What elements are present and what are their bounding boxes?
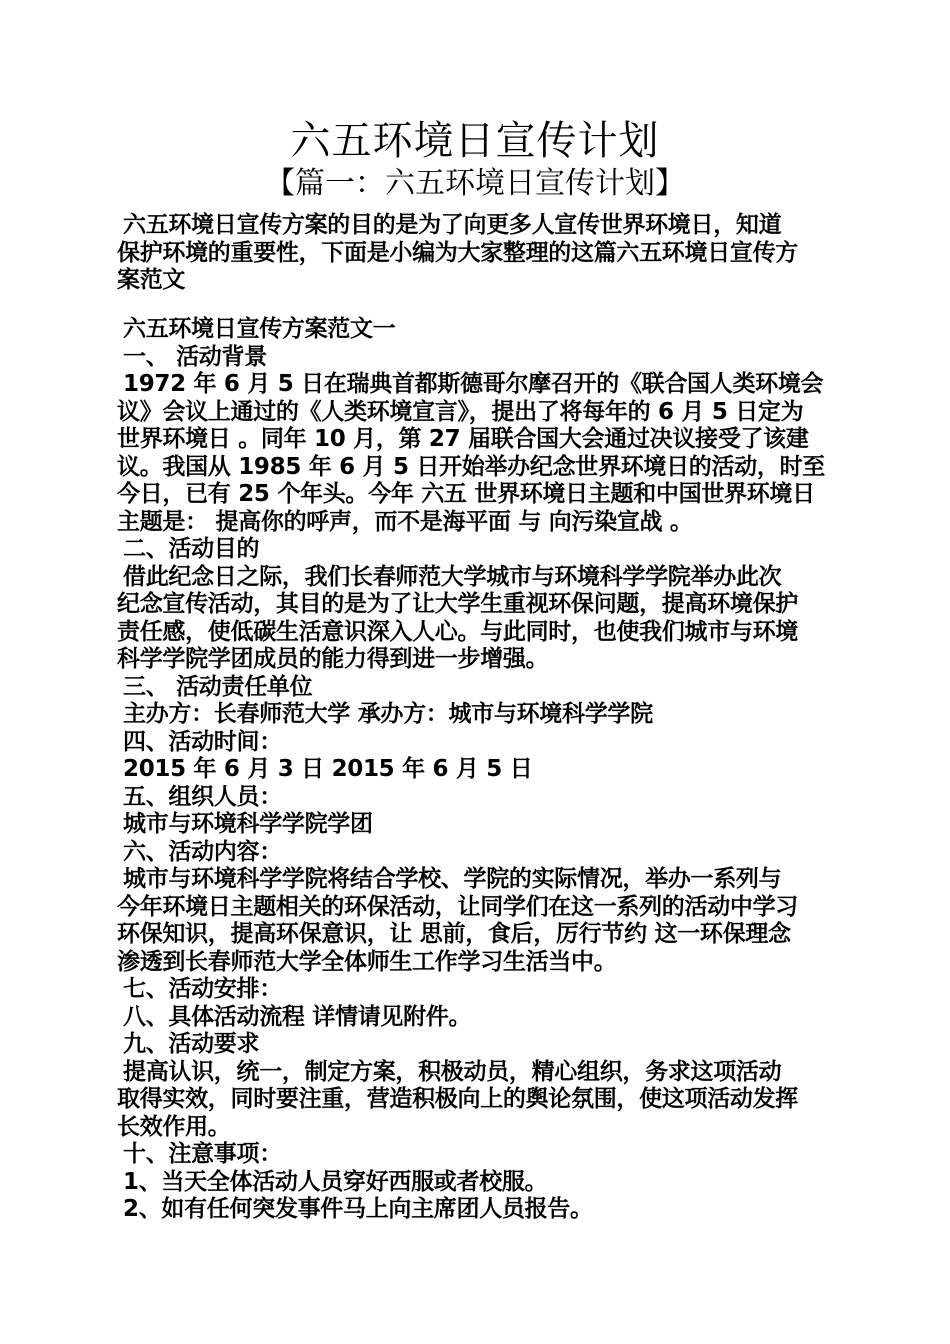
body-line: 提高认识，统一，制定方案，积极动员，精心组织，务求这项活动 xyxy=(123,1058,782,1085)
section-heading: 二、活动目的 xyxy=(123,536,260,562)
intro-line: 保护环境的重要性，下面是小编为大家整理的这篇六五环境日宣传方 xyxy=(117,239,799,266)
intro-line: 六五环境日宣传方案的目的是为了向更多人宣传世界环境日，知道 xyxy=(123,212,782,238)
body-line: 环保知识，提高环保意识，让 思前，食后，厉行节约 这一环保理念 xyxy=(117,921,791,947)
body-line: 城市与环境科学学院将结合学校、学院的实际情况，举办一系列与 xyxy=(123,866,782,892)
body-line: 今日，已有 25 个年头。今年 六五 世界环境日主题和中国世界环境日 xyxy=(117,481,815,507)
body-line: 渗透到长春师范大学全体师生工作学习生活当中。 xyxy=(117,948,617,975)
body-line: 1、当天全体活动人员穿好西服或者校服。 xyxy=(123,1168,548,1195)
document-subtitle: 【篇一：六五环境日宣传计划】 xyxy=(265,166,685,201)
body-line: 2、如有任何突发事件马上向主席团人员报告。 xyxy=(123,1196,593,1222)
section-heading: 九、活动要求 xyxy=(123,1031,260,1057)
body-line: 2015 年 6 月 3 日 2015 年 6 月 5 日 xyxy=(123,756,533,782)
body-line: 世界环境日 。同年 10 月，第 27 届联合国大会通过决议接受了该建 xyxy=(117,426,809,452)
body-line: 纪念宣传活动，其目的是为了让大学生重视环保问题，提高环境保护 xyxy=(117,591,799,617)
body-line: 责任感，使低碳生活意识深入人心。与此同时，也使我们城市与环境 xyxy=(117,618,799,645)
section-heading: 一、 活动背景 xyxy=(123,343,267,370)
body-line: 取得实效，同时要注重，营造积极向上的舆论氛围，使这项活动发挥 xyxy=(117,1086,799,1112)
body-line: 议。我国从 1985 年 6 月 5 日开始举办纪念世界环境日的活动，时至 xyxy=(117,453,825,480)
body-line: 议》会议上通过的《人类环境宣言》，提出了将每年的 6 月 5 日定为 xyxy=(117,398,804,425)
document-title: 六五环境日宣传计划 xyxy=(290,118,660,164)
body-line: 城市与环境科学学院学团 xyxy=(123,811,373,837)
section-heading: 五、组织人员： xyxy=(123,783,282,810)
section-heading: 三、 活动责任单位 xyxy=(123,673,313,700)
body-line: 科学学院学团成员的能力得到进一步增强。 xyxy=(117,646,549,672)
body-line: 1972 年 6 月 5 日在瑞典首都斯德哥尔摩召开的《联合国人类环境会 xyxy=(123,371,824,397)
body-line: 今年环境日主题相关的环保活动，让同学们在这一系列的活动中学习 xyxy=(117,893,799,920)
intro-line: 案范文 xyxy=(117,267,186,293)
section-heading: 四、活动时间： xyxy=(123,728,282,755)
document-body xyxy=(117,316,837,1224)
body-line: 长效作用。 xyxy=(117,1113,231,1140)
section-heading: 八、具体活动流程 详情请见附件。 xyxy=(123,1003,472,1030)
section-heading: 六五环境日宣传方案范文一 xyxy=(123,316,396,342)
body-line: 主题是： 提高你的呼声，而不是海平面 与 向污染宣战 。 xyxy=(117,508,693,535)
intro-paragraph xyxy=(117,212,837,295)
body-line: 主办方：长春师范大学 承办方：城市与环境科学学院 xyxy=(123,701,653,727)
section-heading: 十、注意事项： xyxy=(123,1141,282,1167)
section-heading: 六、活动内容： xyxy=(123,838,282,865)
body-line: 借此纪念日之际，我们长春师范大学城市与环境科学学院举办此次 xyxy=(123,563,782,590)
section-heading: 七、活动安排： xyxy=(123,976,282,1002)
